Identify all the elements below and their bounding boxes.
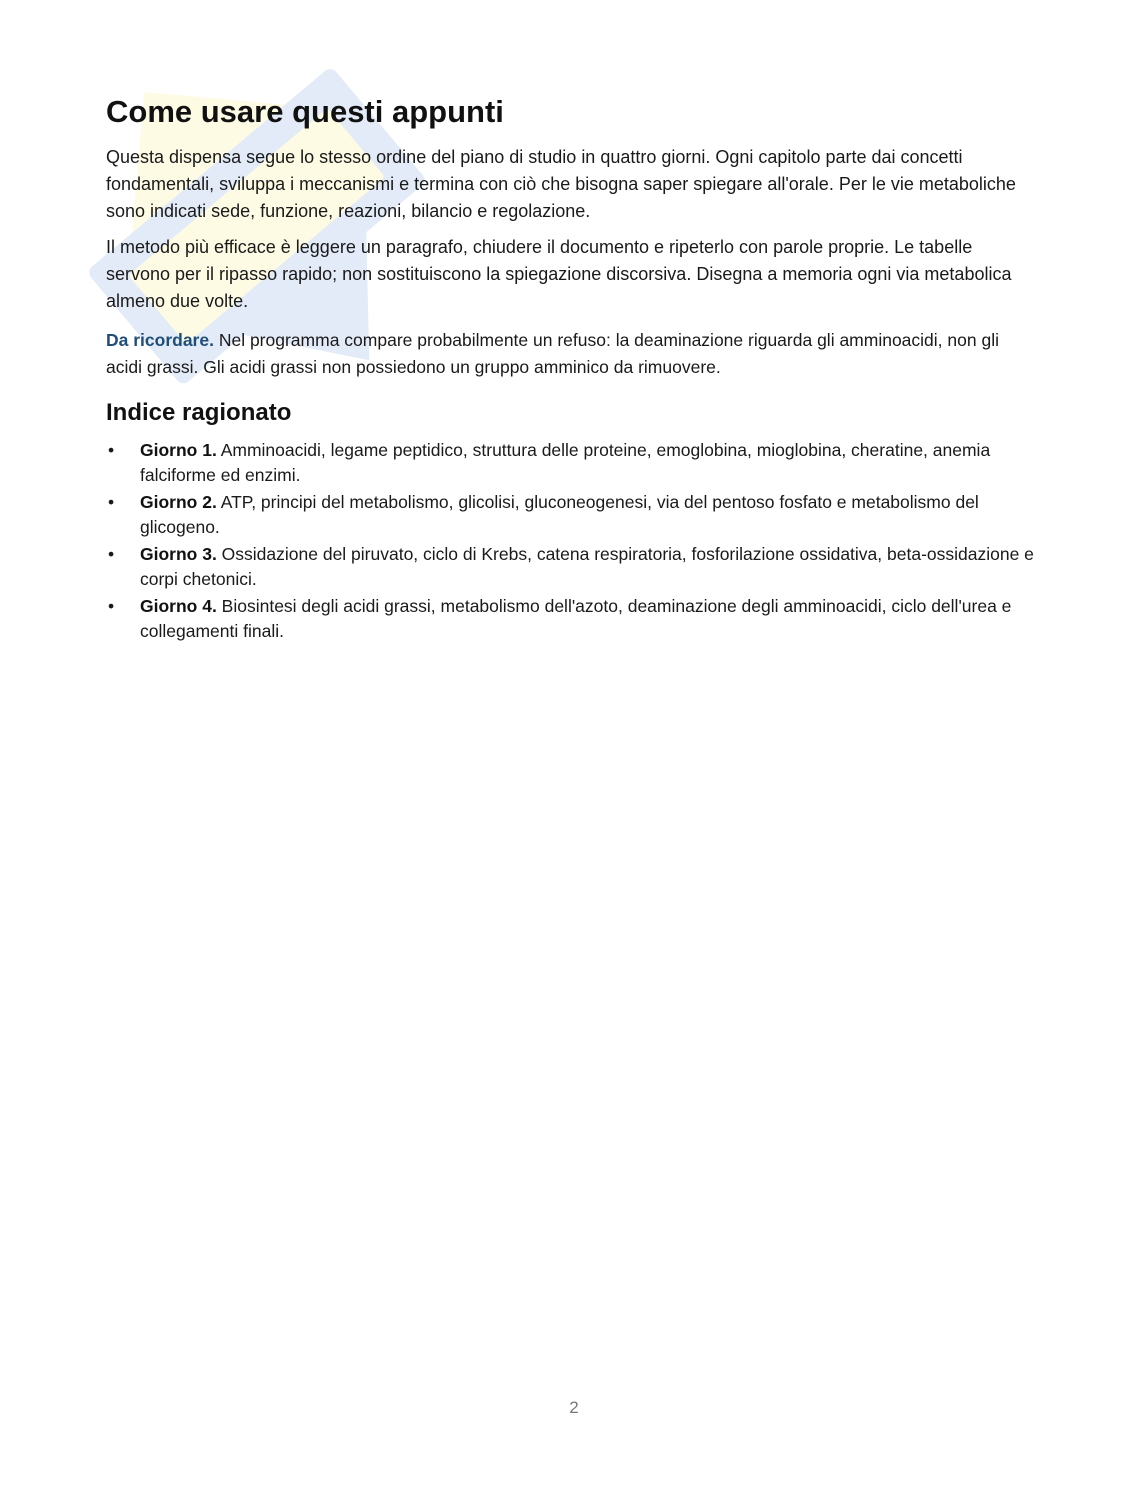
bullet-icon: • xyxy=(108,595,115,616)
reminder-note xyxy=(106,327,1036,381)
intro-paragraph-2: Il metodo più efficace è leggere un paragrafo, chiudere il documento e ripeterlo con parole proprie. Le tabelle servono per il ripasso rapido; non sostituiscono la spiegazione discorsiva. Disegna a memoria ogni via metabolica almeno due volte. xyxy=(106,237,1012,312)
index-item-day-label: Giorno 4. xyxy=(140,595,217,616)
page-number: 2 xyxy=(569,1398,579,1417)
index-title: Indice ragionato xyxy=(106,399,292,427)
index-item-day-2 xyxy=(106,490,1036,540)
bullet-icon: • xyxy=(108,491,115,512)
index-item-text: Amminoacidi, legame peptidico, struttura delle proteine, emoglobina, mioglobina, cheratine, anemia falciforme ed enzimi. xyxy=(140,439,991,485)
bullet-icon: • xyxy=(108,543,115,564)
index-item-text: ATP, principi del metabolismo, glicolisi, gluconeogenesi, via del pentoso fosfato e metabolismo del glicogeno. xyxy=(140,491,979,537)
index-item-day-1 xyxy=(106,438,1036,488)
index-item-text: Ossidazione del piruvato, ciclo di Krebs, catena respiratoria, fosforilazione ossidativa, beta-ossidazione e corpi chetonici. xyxy=(140,543,1034,589)
index-item-day-3 xyxy=(106,542,1036,592)
bullet-icon: • xyxy=(108,439,115,460)
index-item-day-label: Giorno 2. xyxy=(140,491,217,512)
document-page xyxy=(106,93,1036,646)
index-list xyxy=(106,438,1036,644)
page-title: Come usare questi appunti xyxy=(106,94,504,129)
index-item-day-label: Giorno 3. xyxy=(140,543,217,564)
reminder-text: Nel programma compare probabilmente un refuso: la deaminazione riguarda gli amminoacidi, non gli acidi grassi. Gli acidi grassi non possiedono un gruppo amminico da rimuovere. xyxy=(106,330,999,378)
index-item-day-4 xyxy=(106,594,1036,644)
reminder-label: Da ricordare. xyxy=(106,330,214,351)
index-item-day-label: Giorno 1. xyxy=(140,439,217,460)
index-item-text: Biosintesi degli acidi grassi, metabolismo dell'azoto, deaminazione degli amminoacidi, ciclo dell'urea e collegamenti finali. xyxy=(140,595,1012,641)
intro-paragraph-1: Questa dispensa segue lo stesso ordine del piano di studio in quattro giorni. Ogni capitolo parte dai concetti fondamentali, sviluppa i meccanismi e termina con ciò che bisogna saper spiegare all'orale. Per le vie metaboliche sono indicati sede, funzione, reazioni, bilancio e regolazione. xyxy=(106,147,1016,222)
